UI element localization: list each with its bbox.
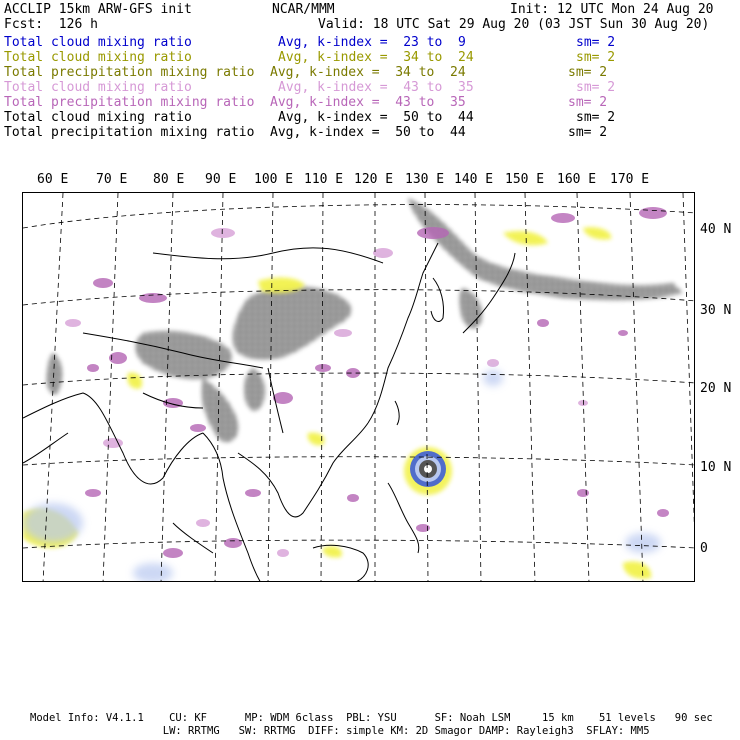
lat-label: 10 N [700, 460, 732, 475]
field-avg: Avg, k-index = 23 to 9 [278, 35, 466, 50]
lat-label: 40 N [700, 222, 732, 237]
map-panel [22, 192, 695, 582]
lat-label: 0 [700, 541, 708, 556]
model-title: ACCLIP 15km ARW-GFS init [4, 2, 192, 17]
forecast-hour: Fcst: 126 h [4, 17, 98, 32]
lon-label: 150 E [505, 172, 545, 187]
lon-label: 100 E [254, 172, 294, 187]
field-name: Total precipitation mixing ratio [4, 65, 255, 80]
init-time: Init: 12 UTC Mon 24 Aug 20 [510, 2, 714, 17]
model-info-line1: Model Info: V4.1.1 CU: KF MP: WDM 6class PBL: YSU SF: Noah LSM 15 km 51 levels 90 sec [30, 712, 713, 724]
field-sm: sm= 2 [576, 50, 616, 65]
field-name: Total cloud mixing ratio [4, 35, 192, 50]
lon-label: 70 E [96, 172, 128, 187]
lon-label: 90 E [205, 172, 237, 187]
valid-time: Valid: 18 UTC Sat 29 Aug 20 (03 JST Sun 30 Aug 20) [318, 17, 710, 32]
field-name: Total cloud mixing ratio [4, 80, 192, 95]
lon-label: 140 E [454, 172, 494, 187]
institution-label: NCAR/MMM [272, 2, 335, 17]
field-sm: sm= 2 [576, 80, 616, 95]
field-avg: Avg, k-index = 43 to 35 [278, 80, 474, 95]
lon-label: 160 E [557, 172, 597, 187]
lat-label: 20 N [700, 381, 732, 396]
field-sm: sm= 2 [568, 65, 608, 80]
field-name: Total cloud mixing ratio [4, 50, 192, 65]
field-avg: Avg, k-index = 34 to 24 [270, 65, 466, 80]
lon-label: 130 E [405, 172, 445, 187]
field-name: Total precipitation mixing ratio [4, 95, 255, 110]
lon-label: 120 E [354, 172, 394, 187]
field-avg: Avg, k-index = 50 to 44 [270, 125, 466, 140]
typhoon-system [404, 447, 452, 495]
graticule [23, 193, 695, 582]
lon-label: 170 E [610, 172, 650, 187]
map-canvas [23, 193, 695, 582]
lon-label: 80 E [153, 172, 185, 187]
field-sm: sm= 2 [576, 35, 616, 50]
lon-label: 60 E [37, 172, 69, 187]
field-name: Total precipitation mixing ratio [4, 125, 255, 140]
cloud-overlays [23, 198, 683, 582]
field-avg: Avg, k-index = 34 to 24 [278, 50, 474, 65]
lat-label: 30 N [700, 303, 732, 318]
field-sm: sm= 2 [568, 125, 608, 140]
field-name: Total cloud mixing ratio [4, 110, 192, 125]
field-avg: Avg, k-index = 43 to 35 [270, 95, 466, 110]
field-sm: sm= 2 [568, 95, 608, 110]
field-sm: sm= 2 [576, 110, 616, 125]
field-avg: Avg, k-index = 50 to 44 [278, 110, 474, 125]
model-info-line2: LW: RRTMG SW: RRTMG DIFF: simple KM: 2D Smagor DAMP: Rayleigh3 SFLAY: MM5 [30, 725, 650, 737]
lon-label: 110 E [304, 172, 344, 187]
